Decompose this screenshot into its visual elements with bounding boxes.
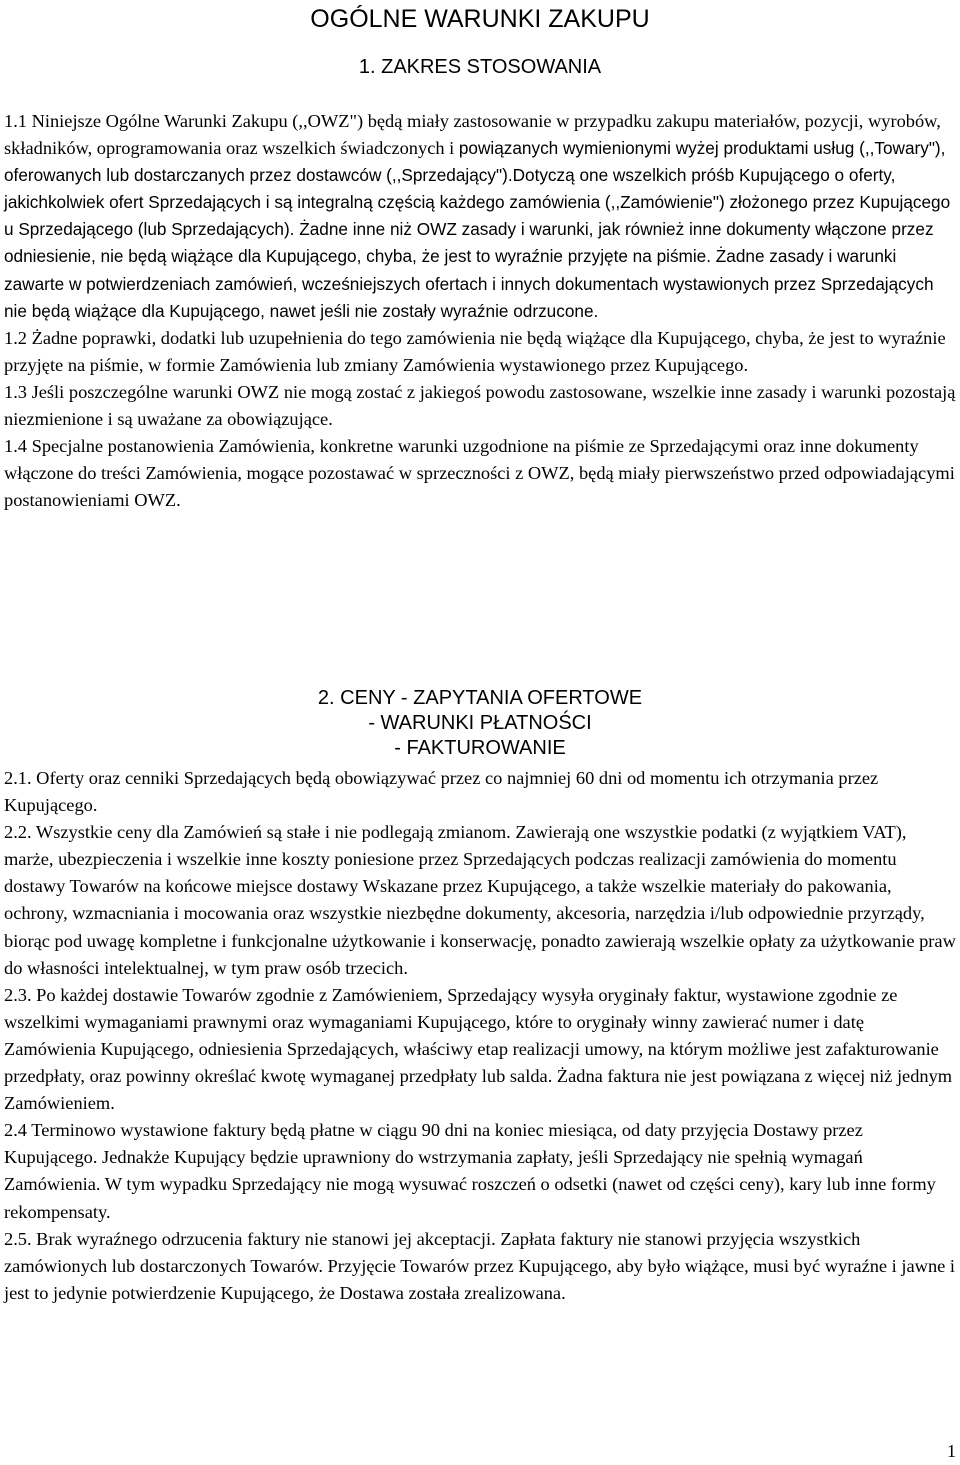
clause-1-3: 1.3 Jeśli poszczególne warunki OWZ nie mogą zostać z jakiegoś powodu zastosowane, wszelkie inne zasady i warunki pozostają niezmienione i są uważane za obowiązujące. <box>4 381 956 430</box>
section-1-body <box>4 108 956 514</box>
section-2-heading <box>0 686 960 761</box>
clause-1-1-part-b: powiązanych wymienionymi wyżej produktami usług (,,Towary"), oferowanych lub dostarczanych przez dostawców (,,Sprzedający").Dotyczą one wszelkich próśb Kupującego o oferty, jakichkolwiek ofert Sprzedających i są integralną częścią każdego zamówienia (,,Zamówienie") złożonego przez Kupującego u Sprzedającego (lub Sprzedających). Żadne inne niż OWZ zasady i warunki, jak również inne dokumenty włączone przez odniesienie, nie będą wiążące dla Kupującego, chyba, że jest to wyraźnie przyjęte na piśmie. Żadne zasady i warunki zawarte w potwierdzeniach zamówień, wcześniejszych ofertach i innych dokumentach wystawionych przez Sprzedających nie będą wiążące dla Kupującego, nawet jeśli nie zostały wyraźnie odrzucone. <box>4 138 951 321</box>
clause-2-5: 2.5. Brak wyraźnego odrzucenia faktury nie stanowi jej akceptacji. Zapłata faktury nie stanowi przyjęcia wszystkich zamówionych lub dostarczonych Towarów. Przyjęcie Towarów przez Kupującego, aby było wiążące, musi być wyraźne i jawne i jest to jedynie potwierdzenie Kupującego, że Dostawa została zrealizowana. <box>4 1228 956 1303</box>
page-number: 1 <box>947 1441 956 1461</box>
clause-2-2: 2.2. Wszystkie ceny dla Zamówień są stałe i nie podlegają zmianom. Zawierają one wszystkie podatki (z wyjątkiem VAT), marże, ubezpieczenia i wszelkie inne koszty poniesione przez Sprzedających podczas realizacji zamówienia do momentu dostawy Towarów na końcowe miejsce dostawy Wskazane przez Kupującego, a także wszelkie materiały do pakowania, ochrony, wzmacniania i mocowania oraz wszystkie niezbędne dokumenty, akcesoria, narzędzia i/lub odpowiednie przyrządy, biorąc pod uwagę kompletne i funkcjonalne użytkowanie i konserwację, ponadto zawierają wszelkie opłaty za użytkowanie praw do własności intelektualnej, w tym praw osób trzecich. <box>4 822 956 978</box>
clause-1-2: 1.2 Żadne poprawki, dodatki lub uzupełnienia do tego zamówienia nie będą wiążące dla Kupującego, chyba, że jest to wyraźnie przyjęte na piśmie, w formie Zamówienia lub zmiany Zamówienia wystawionego przez Kupującego. <box>4 327 946 375</box>
clause-1-1-part-a: 1.1 Niniejsze Ogólne Warunki Zakupu (,,OWZ") będą miały zastosowanie w przypadku zakupu materiałów, pozycji, wyrobów, składników, oprogramowania oraz wszelkich świadczonych i <box>4 111 941 159</box>
clause-2-4: 2.4 Terminowo wystawione faktury będą płatne w ciągu 90 dni na koniec miesiąca, od daty przyjęcia Dostawy przez Kupującego. Jednakże Kupujący będzie uprawniony do wstrzymania zapłaty, jeśli Sprzedający nie spełnią wymagań Zamówienia. W tym wypadku Sprzedający nie mogą wysuwać roszczeń o odsetki (nawet od części ceny), kary lub inne formy rekompensaty. <box>4 1120 936 1222</box>
section-2-heading-line-2: - WARUNKI PŁATNOŚCI <box>368 712 592 734</box>
section-2-heading-line-1: 2. CENY - ZAPYTANIA OFERTOWE <box>317 687 643 709</box>
clause-2-3: 2.3. Po każdej dostawie Towarów zgodnie z Zamówieniem, Sprzedający wysyła oryginały faktur, wystawione zgodnie ze wszelkimi wymaganiami prawnymi oraz wymaganiami Kupującego, które to oryginały winny zawierać numer i datę Zamówienia Kupującego, odniesienia Sprzedających, właściwy etap realizacji umowy, na którym możliwe jest zafakturowanie przedpłaty, oraz powinny określać kwotę wymaganej przedpłaty lub salda. Żadna faktura nie jest powiązana z więcej niż jednym Zamówieniem. <box>4 984 953 1114</box>
section-1-heading: 1. ZAKRES STOSOWANIA <box>358 56 602 78</box>
document-title: OGÓLNE WARUNKI ZAKUPU <box>310 5 650 33</box>
section-2-heading-line-3: - FAKTUROWANIE <box>394 737 566 759</box>
clause-1-4: 1.4 Specjalne postanowienia Zamówienia, konkretne warunki uzgodnione na piśmie ze Sprzedającymi oraz inne dokumenty włączone do treści Zamówienia, mogące pozostawać w sprzeczności z OWZ, będą miały pierwszeństwo przed odpowiadającymi postanowieniami OWZ. <box>4 436 955 511</box>
clause-2-1: 2.1. Oferty oraz cenniki Sprzedających będą obowiązywać przez co najmniej 60 dni od momentu ich otrzymania przez Kupującego. <box>4 768 879 816</box>
clause-1-1 <box>4 108 956 325</box>
section-2-body <box>4 765 956 1307</box>
